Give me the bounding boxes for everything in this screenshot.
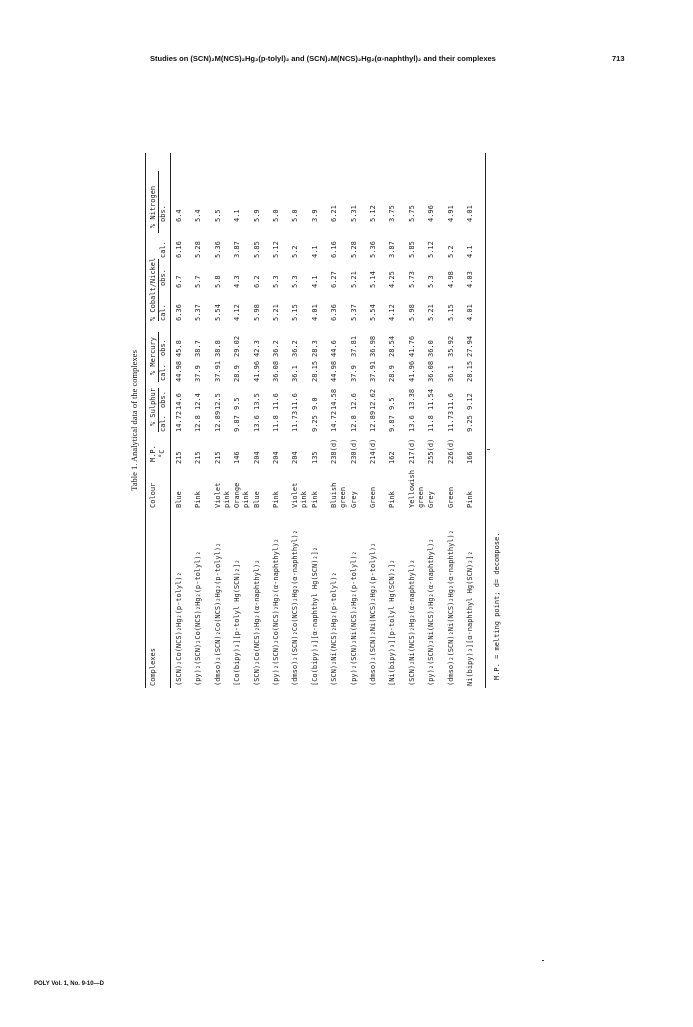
sulphur-cal-cell: 9.25 [466,415,474,432]
table-row [175,153,194,688]
mercury-obs-cell: 38.8 [213,340,222,357]
nitrogen-obs-cell: 3.9 [310,209,319,222]
mp-cell: 215 [213,451,222,464]
mp-cell: 214(d) [369,438,377,464]
nitrogen-cal-cell: 5.2 [291,245,300,258]
table-row [194,153,213,688]
metal-obs-cell: 5.21 [349,271,358,288]
page-number: 713 [612,54,625,63]
metal-obs-cell: 6.7 [175,275,183,288]
complex-name: (py)₂(SCN)₂Ni(NCS)₂Hg₂(α-naphthyl)₂ [427,538,436,686]
rule-tick [487,449,490,450]
colour-cell: Blue [175,491,183,508]
mercury-cal-cell: 28.15 [466,360,474,382]
metal-cal-cell: 5.15 [446,304,455,321]
nitrogen-cal-cell: 4.1 [466,245,474,258]
mercury-obs-cell: 45.8 [175,340,183,357]
sulphur-obs-cell: 14.58 [330,388,339,410]
complex-name: (py)₂(SCN)₂Co(NCS)₂Hg₂(α-naphthyl)₂ [272,538,280,686]
nitrogen-cal-cell: 5.28 [349,241,358,258]
metal-obs-cell: 6.2 [252,275,261,288]
mercury-obs-cell: 41.76 [407,335,416,357]
header-complexes: Complexes [149,648,157,686]
nitrogen-cal-cell: 5.12 [272,241,280,258]
sulphur-cal-cell: 11.73 [291,410,300,432]
sulphur-cal: cal. [159,415,167,432]
colour-cell: Pink [194,491,203,508]
mercury-cal-cell: 28.9 [233,365,242,382]
complex-name: (dmso)₂(SCN)₂Co(NCS)₂Hg₂(α-naphthyl)₂ [291,530,300,686]
mercury-cal-cell: 36.1 [291,365,300,382]
complex-name: (py)₂(SCN)₂Co(NCS)₂Hg₂(p-tolyl)₂ [194,551,203,686]
colour-cell: Pink [466,491,474,508]
nitrogen-obs-cell: 5.0 [291,209,300,222]
nitrogen-cal-cell: 4.1 [310,245,319,258]
mp-cell: 215 [194,451,203,464]
sulphur-obs-cell: 11.54 [427,388,436,410]
metal-cal-cell: 5.54 [213,304,222,321]
mp-cell: 226(d) [446,438,455,464]
sulphur-cal-cell: 9.87 [388,415,397,432]
header-mp-unit: °C [158,449,166,458]
sulphur-obs-cell: 9.0 [310,397,319,410]
table-row [350,153,369,688]
mercury-cal-cell: 37.91 [369,360,377,382]
colour-cell: Blue [252,491,261,508]
header-mp: M.P. [149,445,157,462]
sulphur-obs-cell: 11.6 [446,393,455,410]
nitrogen-obs-cell: 4.96 [427,205,436,222]
journal-footer: POLY Vol. 1, No. 9-10—D [34,981,104,987]
colour-cell: Orange pink [233,482,251,508]
cobalt-nickel-obs: obs. [159,269,167,286]
nitrogen-obs-cell: 5.0 [272,209,280,222]
header-colour: Colour [149,482,157,508]
cobalt-nickel-cal: cal. [159,304,167,321]
sulphur-obs-cell: 9.12 [466,393,474,410]
complex-name: (dmso)₂(SCN)₂Ni(NCS)₂Hg₂(α-naphthyl)₂ [446,530,455,686]
colour-cell: Pink [310,491,319,508]
sulphur-cal-cell: 12.89 [369,410,377,432]
mercury-cal-cell: 36.1 [446,365,455,382]
mercury-obs-cell: 36.98 [369,335,377,357]
mercury-cal-cell: 41.96 [252,360,261,382]
mercury-obs-cell: 44.6 [330,340,339,357]
nitrogen-cal-cell: 5.36 [369,241,377,258]
metal-cal-cell: 4.01 [466,304,474,321]
mp-cell: 204 [252,451,261,464]
metal-obs-cell: 5.8 [213,275,222,288]
sulphur-cal-cell: 13.6 [252,415,261,432]
mercury-obs-cell: 27.94 [466,335,474,357]
header-mercury: % Mercury [149,337,157,375]
table-bottom-rule [485,153,486,688]
nitrogen-cal-cell: 6.16 [330,241,339,258]
complex-name: Ni(bipy)₃][α-naphthyl Hg(SCN)₂]₂ [466,551,474,686]
nitrogen-cal-cell: 6.16 [175,241,183,258]
sulphur-cal-cell: 12.89 [213,410,222,432]
nitrogen-obs-cell: 6.21 [330,205,339,222]
table-row [253,153,272,688]
metal-obs-cell: 5.7 [194,275,203,288]
mercury-cal-cell: 44.98 [330,360,339,382]
nitrogen-obs-cell: 5.9 [252,209,261,222]
metal-cal-cell: 5.98 [252,304,261,321]
sulphur-obs-cell: 13.5 [252,393,261,410]
complex-name: [Ni(bipy)₃][p-tolyl Hg(SCN)₂]₂ [388,559,397,686]
table-row [311,153,330,688]
table-footnote: M.P. = melting point; d= decompose. [493,532,501,680]
mercury-cal: cal. [159,364,167,381]
metal-obs-cell: 4.03 [466,271,474,288]
metal-obs-cell: 4.1 [310,275,319,288]
mp-cell: 146 [233,451,242,464]
sulphur-cal-cell: 11.8 [427,415,436,432]
metal-cal-cell: 5.54 [369,304,377,321]
metal-obs-cell: 4.25 [388,271,397,288]
nitrogen-obs-cell: 5.75 [407,205,416,222]
sulphur-obs-cell: 12.5 [213,393,222,410]
sulphur-obs-cell: 13.38 [407,388,416,410]
sulphur-cal-cell: 12.8 [349,415,358,432]
mp-cell: 230(d) [349,438,358,464]
nitrogen-cal-cell: 5.28 [194,241,203,258]
nitrogen-underline [158,171,159,233]
mercury-obs-cell: 36.2 [291,340,300,357]
mercury-obs-cell: 38.7 [194,340,203,357]
header-sulphur: % Sulphur [149,388,157,426]
colour-cell: Yellowish green [407,470,425,508]
metal-obs-cell: 5.73 [407,271,416,288]
sulphur-cal-cell: 11.8 [272,415,280,432]
complex-name: (SCN)₂Ni(NCS)₂Hg₂(α-naphthyl)₂ [407,559,416,686]
metal-cal-cell: 5.37 [349,304,358,321]
sulphur-obs-cell: 11.6 [272,393,280,410]
metal-cal-cell: 5.21 [272,304,280,321]
nitrogen-cal: cal. [159,241,167,258]
complex-name: [Co(bipy)₃][α-naphthyl Hg(SCN)₂]₂ [310,546,319,686]
complex-name: (SCN)₂Co(NCS)₂Hg₂(α-naphthyl)₂ [252,559,261,686]
mercury-cal-cell: 37.9 [349,365,358,382]
nitrogen-obs-cell: 4.91 [446,205,455,222]
nitrogen-cal-cell: 5.36 [213,241,222,258]
table-header-rule [170,153,171,688]
colour-cell: Violet pink [291,482,309,508]
nitrogen-obs-cell: 6.4 [175,209,183,222]
mp-cell: 217(d) [407,438,416,464]
metal-obs-cell: 5.3 [427,275,436,288]
colour-cell: Bluish green [330,482,348,508]
metal-obs-cell: 5.14 [369,271,377,288]
table-row [233,153,252,688]
table-row [466,153,485,688]
mp-cell: 255(d) [427,438,436,464]
nitrogen-cal-cell: 5.2 [446,245,455,258]
table-row [369,153,388,688]
mp-cell: 215 [175,451,183,464]
sulphur-cal-cell: 14.72 [330,410,339,432]
rotated-table-frame [127,153,527,688]
nitrogen-obs-cell: 5.4 [194,209,203,222]
mercury-cal-cell: 37.9 [194,365,203,382]
complex-name: (SCN)₂Ni(NCS)₂Hg₂(p-tolyl)₂ [330,572,339,686]
mercury-obs-cell: 42.3 [252,340,261,357]
mercury-obs-cell: 28.54 [388,335,397,357]
metal-cal-cell: 4.01 [310,304,319,321]
header-nitrogen: % Nitrogen [149,185,157,228]
metal-cal-cell: 5.21 [427,304,436,321]
sulphur-cal-cell: 9.87 [233,415,242,432]
mercury-obs-cell: 29.02 [233,335,242,357]
mercury-cal-cell: 41.96 [407,360,416,382]
table-row [388,153,407,688]
colour-cell: Pink [388,491,397,508]
sulphur-cal-cell: 9.25 [310,415,319,432]
sulphur-cal-cell: 12.8 [194,415,203,432]
mercury-obs-cell: 28.3 [310,340,319,357]
table-top-rule [145,153,146,688]
nitrogen-obs-cell: 4.01 [466,205,474,222]
complex-name: (SCN)₂Co(NCS)₂Hg₂(p-tolyl)₂ [175,572,183,686]
table-row [427,153,446,688]
mp-cell: 162 [388,451,397,464]
sulphur-obs-cell: 11.6 [291,393,300,410]
nitrogen-cal-cell: 5.85 [407,241,416,258]
nitrogen-obs: obs. [159,205,167,222]
sulphur-cal-cell: 14.72 [175,410,183,432]
mercury-cal-cell: 36.08 [272,360,280,382]
colour-cell: Green [446,486,455,508]
mercury-cal-cell: 44.98 [175,360,183,382]
mercury-cal-cell: 36.08 [427,360,436,382]
sulphur-obs-cell: 12.62 [369,388,377,410]
nitrogen-obs-cell: 5.31 [349,205,358,222]
nitrogen-obs-cell: 3.75 [388,205,397,222]
sulphur-obs-cell: 14.6 [175,393,183,410]
colour-cell: Grey [349,491,358,508]
metal-obs-cell: 4.3 [233,275,242,288]
mercury-obs-cell: 35.92 [446,335,455,357]
nitrogen-cal-cell: 5.85 [252,241,261,258]
nitrogen-cal-cell: 3.87 [388,241,397,258]
nitrogen-obs-cell: 4.1 [233,209,242,222]
mercury-cal-cell: 28.15 [310,360,319,382]
header-cobalt-nickel: % Cobalt/Nickel [149,257,157,321]
mercury-obs-cell: 36.0 [427,340,436,357]
table-row [408,153,427,688]
running-title: Studies on (SCN)₂M(NCS)₂Hg₂(p-tolyl)₂ and (SCN)₂M(NCS)₂Hg₂(α-naphthyl)₂ and their complexes [150,54,496,63]
sulphur-obs-cell: 12.4 [194,393,203,410]
complex-name: (dmso)₂(SCN)₂Ni(NCS)₂Hg₂(p-tolyl)₂ [369,542,377,686]
table-caption: Table 1. Analytical data of the complexes [129,350,139,491]
mp-cell: 135 [310,451,319,464]
complex-name: [Co(bipy)₃][p-tolyl Hg(SCN)₂]₂ [233,559,242,686]
table-row [330,153,349,688]
table-row [447,153,466,688]
table-row [291,153,310,688]
mercury-obs: obs. [159,339,167,356]
mercury-obs-cell: 37.81 [349,335,358,357]
mp-cell: 238(d) [330,438,339,464]
nitrogen-obs-cell: 5.12 [369,205,377,222]
sulphur-obs: obs. [159,391,167,408]
metal-obs-cell: 4.98 [446,271,455,288]
metal-obs-cell: 6.27 [330,271,339,288]
sulphur-obs-cell: 9.5 [388,397,397,410]
metal-cal-cell: 6.36 [330,304,339,321]
table-row [214,153,233,688]
sulphur-cal-cell: 11.73 [446,410,455,432]
colour-cell: Violet pink [213,482,231,508]
mp-cell: 166 [466,451,474,464]
metal-obs-cell: 5.3 [291,275,300,288]
metal-cal-cell: 4.12 [388,304,397,321]
complex-name: (py)₂(SCN)₂Ni(NCS)₂Hg₂(p-tolyl)₂ [349,551,358,686]
sulphur-obs-cell: 9.5 [233,397,242,410]
metal-cal-cell: 4.12 [233,304,242,321]
analytical-data-table [127,153,527,688]
metal-cal-cell: 6.36 [175,304,183,321]
metal-cal-cell: 5.15 [291,304,300,321]
colour-cell: Green [369,486,377,508]
mp-cell: 204 [272,451,280,464]
nitrogen-obs-cell: 5.5 [213,209,222,222]
complex-name: (dmso)₂(SCN)₂Co(NCS)₂Hg₂(p-tolyl)₂ [213,542,222,686]
sulphur-obs-cell: 12.6 [349,393,358,410]
sulphur-cal-cell: 13.6 [407,415,416,432]
nitrogen-cal-cell: 3.87 [233,241,242,258]
mp-cell: 204 [291,451,300,464]
scan-speck [542,960,544,961]
metal-obs-cell: 5.3 [272,275,280,288]
table-row [272,153,291,688]
mercury-cal-cell: 37.91 [213,360,222,382]
nitrogen-cal-cell: 5.12 [427,241,436,258]
mercury-cal-cell: 28.9 [388,365,397,382]
colour-cell: Pink [272,491,280,508]
colour-cell: Grey [427,491,436,508]
metal-cal-cell: 5.37 [194,304,203,321]
mercury-obs-cell: 36.2 [272,340,280,357]
metal-cal-cell: 5.98 [407,304,416,321]
